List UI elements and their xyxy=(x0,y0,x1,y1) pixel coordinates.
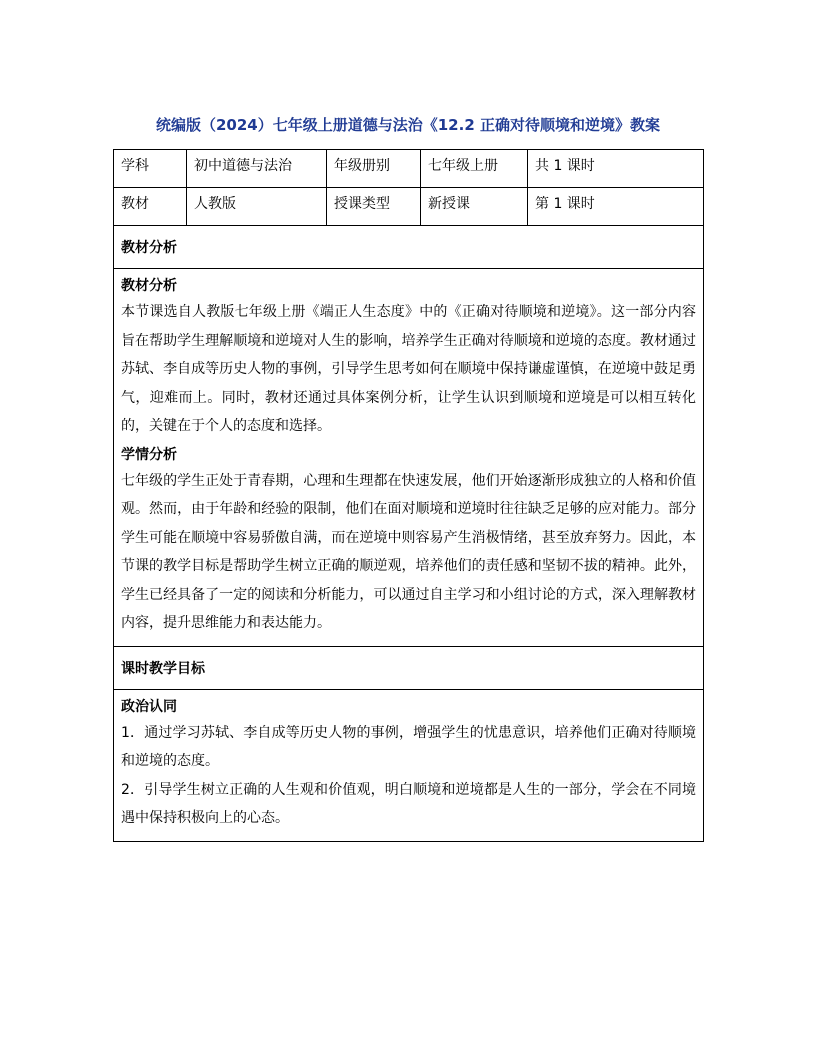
meta-cell: 教材 xyxy=(114,188,187,226)
meta-cell: 人教版 xyxy=(187,188,327,226)
objectives-header-row xyxy=(114,646,704,689)
subheading-textbook-analysis: 教材分析 xyxy=(121,278,177,294)
subheading-political-identity: 政治认同 xyxy=(121,698,177,715)
textbook-analysis-paragraph: 本节课选自人教版七年级上册《端正人生态度》中的《正确对待顺境和逆境》。这一部分内容旨在帮助学生理解顺境和逆境对人生的影响，培养学生正确对待顺境和逆境的态度。教材通过苏轼、李自成等历史人物的事例，引导学生思考如何在顺境中保持谦虚谨慎，在逆境中鼓足勇气，迎难而上。同时，教材还通过具体案例分析，让学生认识到顺境和逆境是可以相互转化的，关键在于个人的态度和选择。 xyxy=(121,304,696,434)
meta-cell: 第 1 课时 xyxy=(528,188,704,226)
material-analysis-header-row xyxy=(114,226,704,269)
meta-cell: 授课类型 xyxy=(327,188,421,226)
meta-cell: 初中道德与法治 xyxy=(187,150,327,188)
objectives-body xyxy=(114,689,704,841)
meta-cell: 共 1 课时 xyxy=(528,150,704,188)
subheading-student-analysis: 学情分析 xyxy=(121,446,177,463)
meta-row-2 xyxy=(114,188,704,226)
meta-row-1 xyxy=(114,150,704,188)
document-title: 统编版（2024）七年级上册道德与法治《12.2 正确对待顺境和逆境》教案 xyxy=(156,116,660,134)
student-analysis-paragraph: 七年级的学生正处于青春期，心理和生理都在快速发展，他们开始逐渐形成独立的人格和价值观。然而，由于年龄和经验的限制，他们在面对顺境和逆境时往往缺乏足够的应对能力。部分学生可能在顺境中容易骄傲自满，而在逆境中则容易产生消极情绪，甚至放弃努力。因此，本节课的教学目标是帮助学生树立正确的顺逆观，培养他们的责任感和坚韧不拔的精神。此外，学生已经具备了一定的阅读和分析能力，可以通过自主学习和小组讨论的方式，深入理解教材内容，提升思维能力和表达能力。 xyxy=(121,472,696,631)
material-analysis-body xyxy=(114,269,704,647)
lesson-plan-table xyxy=(113,149,704,842)
meta-cell: 七年级上册 xyxy=(421,150,528,188)
objective-item-1: 1．通过学习苏轼、李自成等历史人物的事例，增强学生的忧患意识，培养他们正确对待顺境和逆境的态度。 xyxy=(121,724,696,769)
meta-cell: 年级册别 xyxy=(327,150,421,188)
section-heading-material-analysis: 教材分析 xyxy=(114,226,704,269)
section-heading-objectives: 课时教学目标 xyxy=(114,646,704,689)
objectives-body-row xyxy=(114,689,704,841)
objective-item-2: 2．引导学生树立正确的人生观和价值观，明白顺境和逆境都是人生的一部分，学会在不同境遇中保持积极向上的心态。 xyxy=(121,781,696,826)
meta-cell: 新授课 xyxy=(421,188,528,226)
material-analysis-body-row xyxy=(114,269,704,647)
meta-cell: 学科 xyxy=(114,150,187,188)
